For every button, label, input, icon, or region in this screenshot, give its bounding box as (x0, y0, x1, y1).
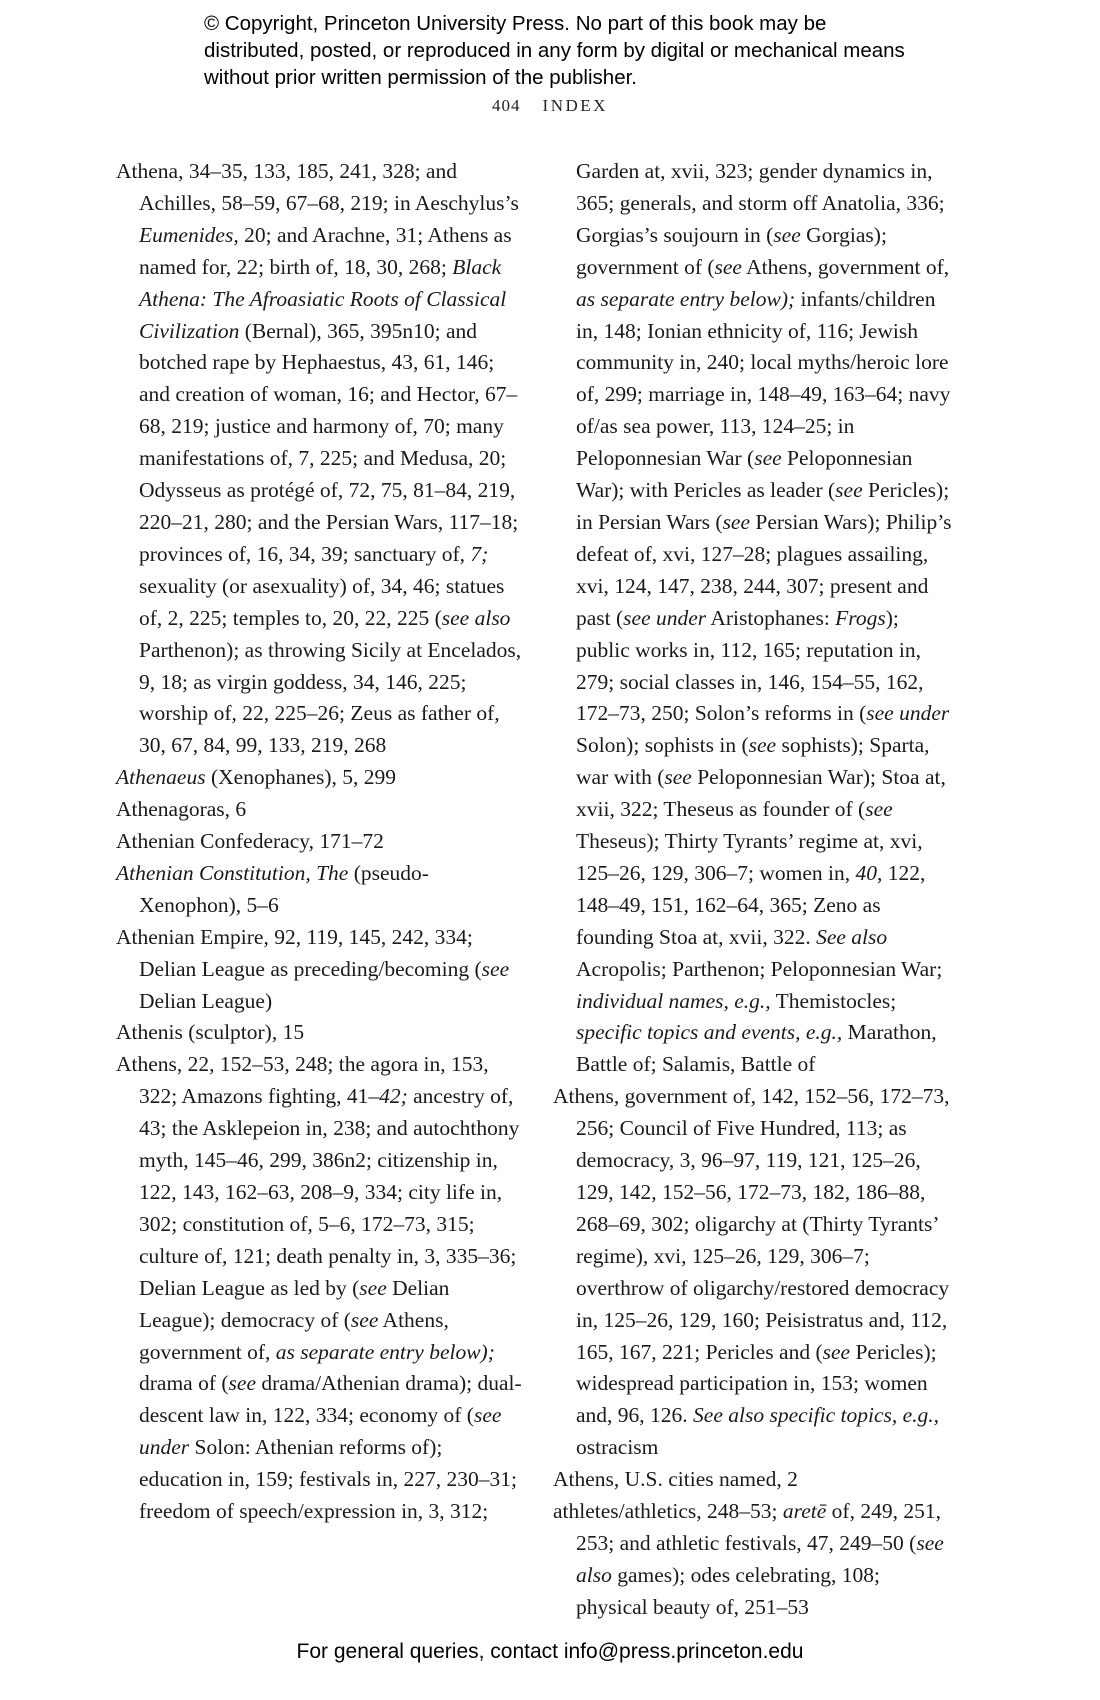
index-entry: athletes/athletics, 248–53; aretē of, 249, 251, 253; and athletic festivals, 47, 249–50 (see also games); odes celebrating, 108; physical beauty of, 251–53 (553, 1499, 944, 1619)
index-entry: Athenaeus (Xenophanes), 5, 299 (116, 765, 397, 790)
index-entry: Athena, 34–35, 133, 185, 241, 328; and Achilles, 58–59, 67–68, 219; in Aeschylus’s Eumenides, 20; and Arachne, 31; Athens as named for, 22; birth of, 18, 30, 268; Black Athena: The Afroasiatic Roots of Classical Civilization (Bernal), 365, 395n10; and botched rape by Hephaestus, 43, 61, 146; and creation of woman, 16; and Hector, 67–68, 219; justice and harmony of, 70; many manifestations of, 7, 225; and Medusa, 20; Odysseus as protégé of, 72, 75, 81–84, 219, 220–21, 280; and the Persian Wars, 117–18; provinces of, 16, 34, 39; sanctuary of, 7; sexuality (or asexuality) of, 34, 46; statues of, 2, 225; temples to, 20, 22, 225 (see also Parthenon); as throwing Sicily at Encelados, 9, 18; as virgin goddess, 34, 146, 225; worship of, 22, 225–26; Zeus as father of, 30, 67, 84, 99, 133, 219, 268 (116, 159, 522, 758)
page-number: 404 (492, 96, 521, 115)
index-entry: Athens, U.S. cities named, 2 (553, 1467, 798, 1492)
contact-footer: For general queries, contact info@press.princeton.edu (296, 1640, 804, 1663)
index-entry: Athenian Confederacy, 171–72 (116, 829, 384, 854)
section-title: INDEX (542, 96, 608, 115)
copyright-notice: © Copyright, Princeton University Press. No part of this book may be distributed, posted, or reproduced in any form by digital or mechanical means without prior written permission of the publisher. (204, 12, 905, 89)
running-head (0, 96, 1100, 116)
index-entry: Athenian Constitution, The (pseudo-Xenophon), 5–6 (116, 860, 429, 917)
index-entry: Athenian Empire, 92, 119, 145, 242, 334; Delian League as preceding/becoming (see Delian League) (116, 924, 510, 1013)
index-column-right (553, 156, 953, 1624)
index-entry: Athenis (sculptor), 15 (116, 1020, 305, 1045)
index-entry: Garden at, xvii, 323; gender dynamics in, 365; generals, and storm off Anatolia, 336; Gorgias’s soujourn in (see Gorgias); government of (see Athens, government of, as separate entry below); infants/children in, 148; Ionian ethnicity of, 116; Jewish community in, 240; local myths/heroic lore of, 299; marriage in, 148–49, 163–64; navy of/as sea power, 113, 124–25; in Peloponnesian War (see Peloponnesian War); with Pericles as leader (see Pericles); in Persian Wars (see Persian Wars); Philip’s defeat of, xvi, 127–28; plagues assailing, xvi, 124, 147, 238, 244, 307; present and past (see under Aristophanes: Frogs); public works in, 112, 165; reputation in, 279; social classes in, 146, 154–55, 162, 172–73, 250; Solon’s reforms in (see under Solon); sophists in (see sophists); Sparta, war with (see Peloponnesian War); Stoa at, xvii, 322; Theseus as founder of (see Theseus); Thirty Tyrants’ regime at, xvi, 125–26, 129, 306–7; women in, 40, 122, 148–49, 151, 162–64, 365; Zeno as founding Stoa at, xvii, 322. See also Acropolis; Parthenon; Peloponnesian War; individual names, e.g., Themistocles; specific topics and events, e.g., Marathon, Battle of; Salamis, Battle of (576, 159, 952, 1077)
index-entry: Athenagoras, 6 (116, 797, 247, 822)
index-entry: Athens, 22, 152–53, 248; the agora in, 153, 322; Amazons fighting, 41–42; ancestry of, 43; the Asklepeion in, 238; and autochthony myth, 145–46, 299, 386n2; citizenship in, 122, 143, 162–63, 208–9, 334; city life in, 302; constitution of, 5–6, 172–73, 315; culture of, 121; death penalty in, 3, 335–36; Delian League as led by (see Delian League); democracy of (see Athens, government of, as separate entry below); drama of (see drama/Athenian drama); dual-descent law in, 122, 334; economy of (see under Solon: Athenian reforms of); education in, 159; festivals in, 227, 230–31; freedom of speech/expression in, 3, 312; (116, 1052, 522, 1524)
index-entry: Athens, government of, 142, 152–56, 172–73, 256; Council of Five Hundred, 113; as democracy, 3, 96–97, 119, 121, 125–26, 129, 142, 152–56, 172–73, 182, 186–88, 268–69, 302; oligarchy at (Thirty Tyrants’ regime), xvi, 125–26, 129, 306–7; overthrow of oligarchy/restored democracy in, 125–26, 129, 160; Peisistratus and, 112, 165, 167, 221; Pericles and (see Pericles); widespread participation in, 153; women and, 96, 126. See also specific topics, e.g., ostracism (553, 1084, 950, 1460)
index-column-left (116, 156, 526, 1528)
